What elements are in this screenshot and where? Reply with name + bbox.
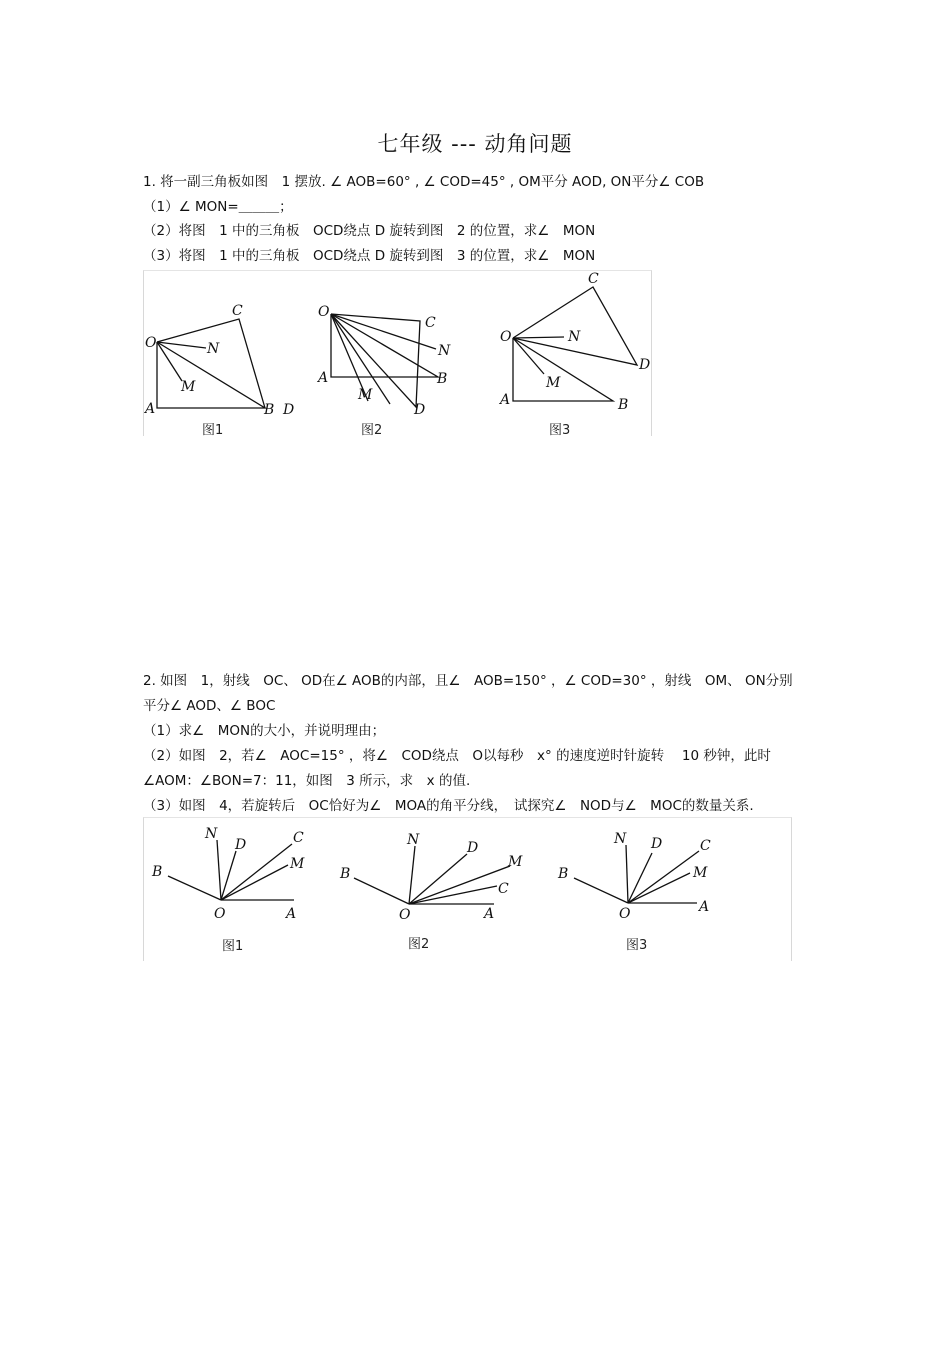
q1-fig2-label-b: B <box>437 371 448 387</box>
q1-fig2-label-d: D <box>414 402 426 418</box>
q1-fig1-label-n: N <box>207 341 220 357</box>
q2-fig3-ray-ob <box>574 878 628 903</box>
q2-fig2-label-b: B <box>340 866 351 882</box>
q1-fig3-label-d: D <box>639 357 651 373</box>
q2-fig1-ray-om <box>221 865 288 900</box>
q2-part2-line2: ∠AOM：∠BON=7：11，如图 3 所示，求 x 的值. <box>143 773 471 789</box>
q2-fig2-ray-om <box>409 866 510 904</box>
q1-fig3-ray-on <box>513 337 564 338</box>
q2-fig1-label-m: M <box>290 856 305 872</box>
q2-fig2-label-a: A <box>484 906 495 922</box>
q2-fig1-label-a: A <box>286 906 297 922</box>
q1-fig3-label-m: M <box>546 375 561 391</box>
q1-fig2-label-a: A <box>318 370 329 386</box>
q2-part3: （3）如图 4，若旋转后 OC恰好为∠ MOA的角平分线， 试探究∠ NOD与∠ MOC的数量关系. <box>143 798 754 814</box>
q2-fig3-label-b: B <box>558 866 569 882</box>
q2-fig2-label-c: C <box>498 881 509 897</box>
q2-fig2-ray-od <box>409 854 467 904</box>
q2-fig1-label-b: B <box>152 864 163 880</box>
q2-fig2-ray-on <box>409 846 415 904</box>
q1-figure-svg <box>144 271 651 436</box>
q1-stem: 1. 将一副三角板如图 1 摆放. ∠ AOB=60° , ∠ COD=45° , OM平分 AOD, ON平分∠ COB <box>143 174 705 190</box>
q2-fig1-ray-on <box>217 840 221 900</box>
q2-fig3-ray-od <box>628 853 652 903</box>
q2-fig3-ray-on <box>626 845 628 903</box>
q1-fig1-label-b: B <box>264 402 275 418</box>
q2-fig1-label-n: N <box>205 826 218 842</box>
q2-part1: （1）求∠ MON的大小，并说明理由； <box>143 723 386 739</box>
q2-part2-line1: （2）如图 2，若∠ AOC=15° ，将∠ COD绕点 O以每秒 x° 的速度逆时针旋转 10 秒钟，此时 <box>143 748 771 764</box>
q2-fig3-label-a: A <box>699 899 710 915</box>
q2-stem-line2: 平分∠ AOD、∠ BOC <box>143 698 276 714</box>
q1-fig3-triangle-aob <box>513 338 613 401</box>
q1-fig3-label-o: O <box>500 329 512 345</box>
q1-fig1-caption: 图1 <box>202 423 224 436</box>
q2-stem-line1: 2. 如图 1，射线 OC、 OD在∠ AOB的内部，且∠ AOB=150° ，∠ COD=30° ，射线 OM、 ON分别 <box>143 673 793 689</box>
q1-fig2-label-n: N <box>438 343 451 359</box>
q1-fig2-label-c: C <box>425 315 436 331</box>
q2-fig1-label-c: C <box>293 830 304 846</box>
q1-fig3-label-c: C <box>588 271 599 287</box>
q2-fig3-label-m: M <box>693 865 708 881</box>
q2-fig3-ray-oc <box>628 851 699 903</box>
q2-fig2-ray-oc <box>409 886 497 904</box>
q1-part1: （1）∠ MON=＿＿＿； <box>143 199 293 215</box>
q1-fig2-triangle-aob <box>331 314 438 377</box>
q1-fig2-label-m: M <box>358 387 373 403</box>
q1-fig2-diagram <box>316 304 451 436</box>
q1-fig1-diagram <box>144 303 294 436</box>
q2-figure <box>143 817 792 961</box>
q2-fig3-label-c: C <box>700 838 711 854</box>
q1-fig1-ray-om <box>157 342 182 381</box>
q2-fig2-label-d: D <box>467 840 479 856</box>
q2-fig1-ray-oc <box>221 844 292 900</box>
q1-fig1-label-m: M <box>181 379 196 395</box>
q1-figure <box>143 270 652 436</box>
q1-fig1-label-c: C <box>232 303 243 319</box>
q2-fig1-label-d: D <box>235 837 247 853</box>
q2-fig3-label-d: D <box>651 836 663 852</box>
q2-fig2-diagram <box>339 832 523 952</box>
q1-fig2-caption: 图2 <box>361 423 383 436</box>
q1-fig3-triangle-ocd <box>513 287 637 365</box>
q2-fig2-label-n: N <box>407 832 420 848</box>
q1-fig1-triangle-ocd <box>157 319 265 408</box>
q2-fig1-label-o: O <box>214 906 226 922</box>
q2-fig2-label-m: M <box>508 854 523 870</box>
q1-fig3-label-a: A <box>500 392 511 408</box>
q1-part2: （2）将图 1 中的三角板 OCD绕点 D 旋转到图 2 的位置，求∠ MON <box>143 223 596 239</box>
q2-figure-svg <box>144 818 791 961</box>
q2-fig3-ray-om <box>628 873 690 903</box>
q1-fig3-caption: 图3 <box>549 423 571 436</box>
q1-fig1-label-o: O <box>145 335 157 351</box>
q1-part3: （3）将图 1 中的三角板 OCD绕点 D 旋转到图 3 的位置，求∠ MON <box>143 248 596 264</box>
q2-fig3-caption: 图3 <box>626 938 648 953</box>
q2-fig2-caption: 图2 <box>408 937 430 952</box>
q1-fig3-diagram <box>498 271 650 436</box>
q2-fig2-label-o: O <box>399 907 411 923</box>
q2-fig1-caption: 图1 <box>222 939 244 954</box>
q1-fig3-label-b: B <box>618 397 629 413</box>
q1-fig2-label-o: O <box>318 304 330 320</box>
q1-fig3-label-n: N <box>568 329 581 345</box>
q2-fig3-label-o: O <box>619 906 631 922</box>
q2-fig2-ray-ob <box>354 878 409 904</box>
page-title: 七年级 --- 动角问题 <box>377 132 573 156</box>
q2-fig3-diagram <box>557 831 711 953</box>
q1-fig1-label-d: D <box>283 402 295 418</box>
q1-fig1-label-a: A <box>145 401 156 417</box>
q2-fig1-diagram <box>151 826 305 954</box>
q2-fig3-label-n: N <box>614 831 627 847</box>
q1-fig2-triangle-ocd <box>331 314 420 407</box>
q2-fig1-ray-ob <box>168 876 221 900</box>
